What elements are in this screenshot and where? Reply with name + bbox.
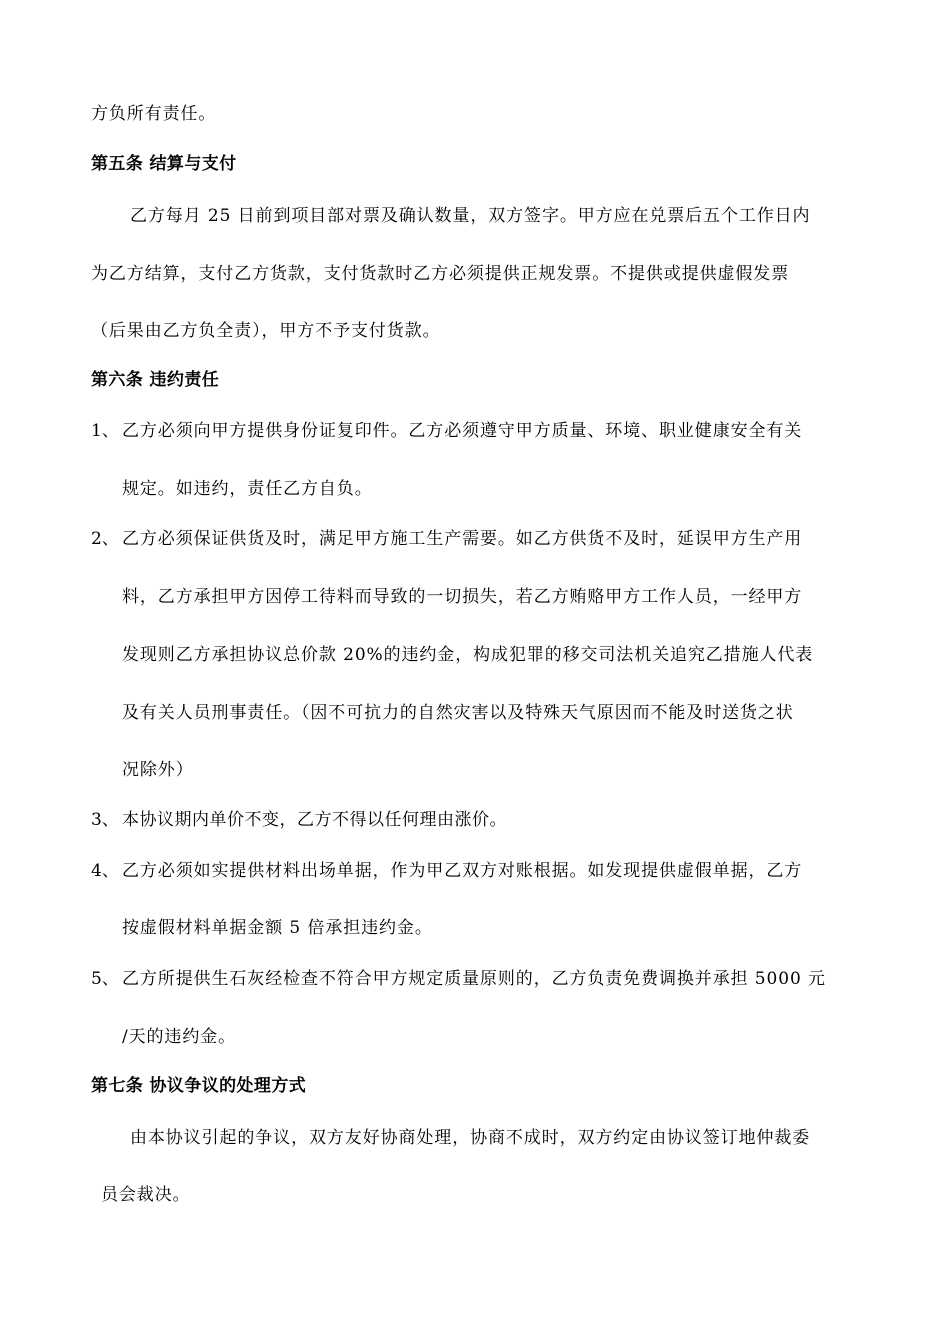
item-line: 及有关人员刑事责任。（因不可抗力的自然灾害以及特殊天气原因而不能及时送货之状 — [122, 703, 794, 723]
section5-paragraph-line: （后果由乙方负全责），甲方不予支付货款。 — [91, 321, 441, 341]
item-line: 按虚假材料单据金额 5 倍承担违约金。 — [122, 918, 433, 938]
item-number: 2、 — [91, 529, 119, 549]
item-line: 料，乙方承担甲方因停工待料而导致的一切损失，若乙方贿赂甲方工作人员，一经甲方 — [122, 587, 803, 607]
section5-paragraph-line: 乙方每月 25 日前到项目部对票及确认数量，双方签字。甲方应在兑票后五个工作日内 — [130, 206, 811, 226]
item-line: 发现则乙方承担协议总价款 20%的违约金，构成犯罪的移交司法机关追究乙措施人代表 — [122, 645, 814, 665]
section6-heading: 第六条 违约责任 — [91, 370, 220, 390]
intro-text: 方负所有责任。 — [91, 104, 217, 124]
item-line: 乙方必须保证供货及时，满足甲方施工生产需要。如乙方供货不及时，延误甲方生产用 — [122, 529, 803, 549]
section5-paragraph-line: 为乙方结算，支付乙方货款，支付货款时乙方必须提供正规发票。不提供或提供虚假发票 — [91, 264, 790, 284]
item-number: 4、 — [91, 861, 119, 881]
item-line: 乙方必须向甲方提供身份证复印件。乙方必须遵守甲方质量、环境、职业健康安全有关 — [122, 421, 803, 441]
item-line: 乙方所提供生石灰经检查不符合甲方规定质量原则的，乙方负责免费调换并承担 5000 元 — [122, 969, 826, 989]
item-line: 本协议期内单价不变，乙方不得以任何理由涨价。 — [122, 810, 507, 830]
section7-paragraph-line: 由本协议引起的争议，双方友好协商处理，协商不成时，双方约定由协议签订地仲裁委 — [130, 1128, 811, 1148]
item-line: 况除外） — [122, 760, 194, 780]
item-line: 乙方必须如实提供材料出场单据，作为甲乙双方对账根据。如发现提供虚假单据，乙方 — [122, 861, 803, 881]
item-line: 规定。如违约，责任乙方自负。 — [122, 479, 373, 499]
section5-heading: 第五条 结算与支付 — [91, 154, 237, 174]
item-number: 1、 — [91, 421, 119, 441]
item-number: 3、 — [91, 810, 119, 830]
section7-paragraph-line: 员会裁决。 — [101, 1185, 191, 1205]
item-number: 5、 — [91, 969, 119, 989]
item-line: /天的违约金。 — [122, 1027, 237, 1047]
section7-heading: 第七条 协议争议的处理方式 — [91, 1076, 307, 1096]
